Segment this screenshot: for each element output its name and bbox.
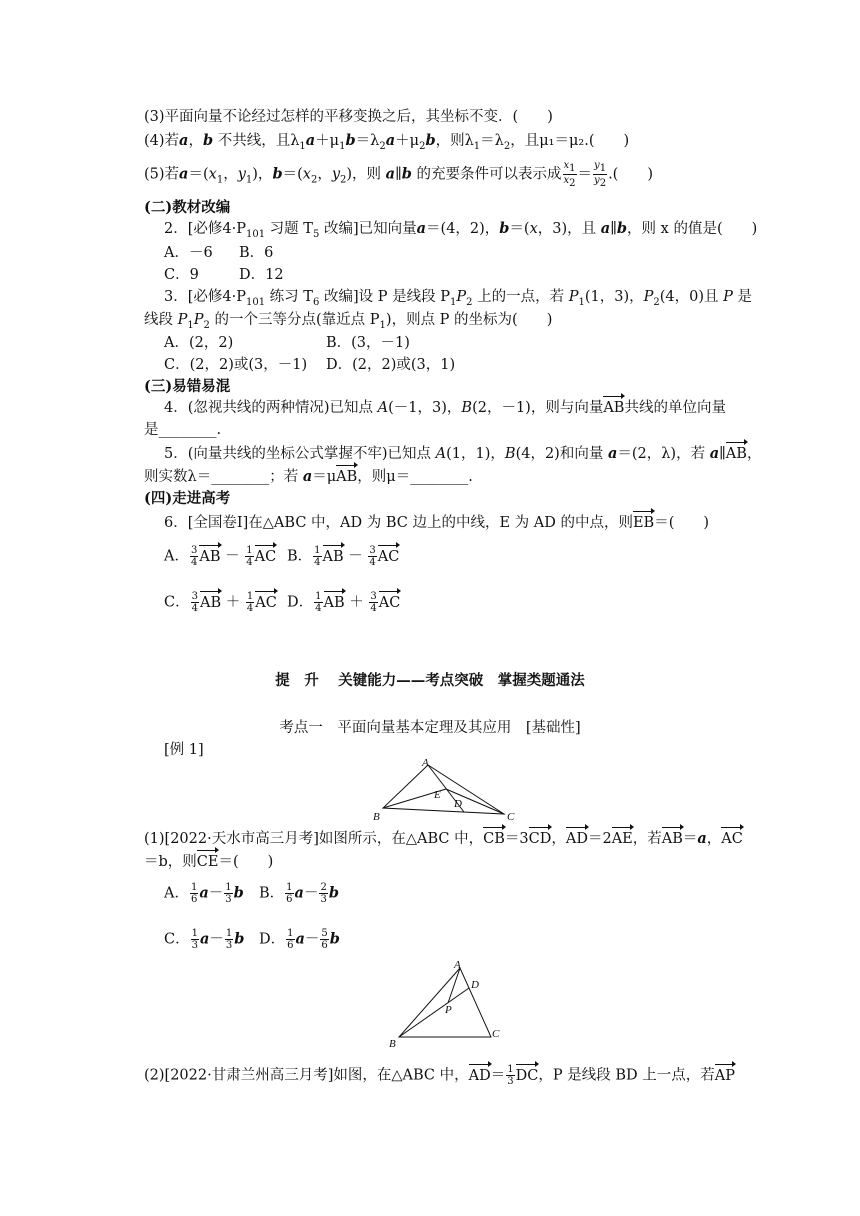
example-1-line-2: ＝b，则CE＝( ) [144, 854, 274, 870]
fig1-label-e: E [434, 789, 441, 801]
fig1-label-b: B [373, 811, 380, 823]
ex1-option-a[interactable]: A． $\frac{1}{6}$ a－ $\frac{1}{3}$ b [164, 882, 244, 905]
question-5-line-1: 5．(向量共线的坐标公式掌握不牢)已知点 A(1，1)，B(4，2)和向量 a＝(2，λ)，若 a∥AB， [164, 445, 762, 462]
q2-option-c[interactable]: C．9 [164, 267, 199, 283]
fig1-label-c: C [507, 811, 515, 823]
section-heading-4: (四)走进高考 [144, 490, 231, 507]
q3-option-d[interactable]: D．(2，2)或(3，1) [326, 357, 456, 373]
judge-item-3: (3)平面向量不论经过怎样的平移变换之后，其坐标不变．( ) [144, 109, 553, 125]
q3-option-b[interactable]: B．(3，－1) [326, 335, 410, 351]
triangle-figure-2 [384, 956, 514, 1048]
fig1-label-a: A [422, 757, 429, 769]
q6-option-d[interactable]: D． $\frac{1}{4}$ AB ＋ $\frac{3}{4}$ AC [287, 591, 401, 614]
judge-item-4: (4)若a，b 不共线，且$\lambda_1a+\mu_1b=\lambda_2a+\mu_2b$，则$\lambda_1=\lambda_2$，且μ₁＝μ₂.( ) [144, 132, 630, 152]
question-3-line-2: 线段 $P_1P_2$ 的一个三等分点(靠近点 $P_1$)，则点 P 的坐标为( ) [144, 312, 553, 331]
question-5-line-2: 则实数λ＝________；若 a＝μAB，则μ＝________. [144, 468, 473, 485]
question-4-line-2: 是________. [144, 422, 222, 438]
section-heading-2: (二)教材改编 [144, 199, 231, 216]
q6-option-b[interactable]: B． $\frac{1}{4}$ AB － $\frac{3}{4}$ AC [287, 545, 400, 568]
question-6-stem: 6．[全国卷Ⅰ]在△ABC 中，AD 为 BC 边上的中线，E 为 AD 的中点，则EB＝( ) [164, 515, 710, 531]
kaodian-heading: 考点一 平面向量基本定理及其应用 [基础性] [279, 720, 581, 736]
example-label: [例 1] [164, 742, 204, 758]
question-2: 2．[必修$4\cdot P_{101}$ 习题 $T_5$ 改编]已知向量a＝(4，2)，b＝(x，3)，且 a∥b，则 x 的值是( ) [164, 220, 758, 240]
example-1-line-1: (1)[2022·天水市高三月考]如图所示，在△ABC 中，CB＝3CD，AD＝2AE，若AB＝a，AC [144, 830, 743, 847]
q2-option-d[interactable]: D．12 [239, 267, 284, 283]
q6-option-a[interactable]: A． $\frac{3}{4}$ AB － $\frac{1}{4}$ AC [164, 545, 277, 568]
fig2-label-c: C [492, 1028, 500, 1040]
q6-option-c[interactable]: C． $\frac{3}{4}$ AB ＋ $\frac{1}{4}$ AC [164, 591, 277, 614]
ex1-option-b[interactable]: B． $\frac{1}{6}$ a－ $\frac{2}{3}$ b [259, 882, 339, 905]
example-2-line-1: (2)[2022·甘肃兰州高三月考]如图，在△ABC 中，AD＝ $\frac{1}{3}$ DC，P 是线段 BD 上一点，若AP [144, 1064, 735, 1087]
section-banner: 提 升 关键能力——考点突破 掌握类题通法 [275, 672, 585, 689]
ex1-option-d[interactable]: D． $\frac{1}{6}$ a－ $\frac{5}{6}$ b [259, 928, 340, 951]
q3-option-a[interactable]: A．(2，2) [164, 335, 234, 351]
ex1-option-c[interactable]: C． $\frac{1}{3}$ a－ $\frac{1}{3}$ b [164, 928, 245, 951]
triangle-figure-1 [370, 756, 520, 824]
fig2-label-a: A [454, 959, 461, 971]
section-heading-3: (三)易错易混 [144, 378, 231, 395]
fig2-label-d: D [471, 979, 479, 991]
q2-option-a[interactable]: A．－6 [164, 245, 213, 261]
fig2-label-p: P [445, 1004, 452, 1016]
fig2-label-b: B [389, 1038, 396, 1048]
q2-option-b[interactable]: B．6 [239, 245, 274, 261]
q3-option-c[interactable]: C．(2，2)或(3，－1) [164, 357, 308, 373]
fig1-label-d: D [454, 798, 462, 810]
question-4-line-1: 4．(忽视共线的两种情况)已知点 A(－1，3)，B(2，－1)，则与向量AB共线的单位向量 [164, 400, 726, 416]
judge-item-5: (5)若$a=(x_1$，$y_1$)，$b=(x_2$，$y_2$)，则 a∥b 的充要条件可以表示成 $\frac{x_1}{x_2}$ ＝ $\frac{y_1}{y_2}$ .( ) [144, 160, 654, 189]
question-3-line-1: 3．[必修$4\cdot P_{101}$ 练习 $T_6$ 改编]设 P 是线段 $P_1P_2$ 上的一点，若 $P_1(1$，3)，$P_2(4$，0)且 P 是 [164, 289, 752, 308]
